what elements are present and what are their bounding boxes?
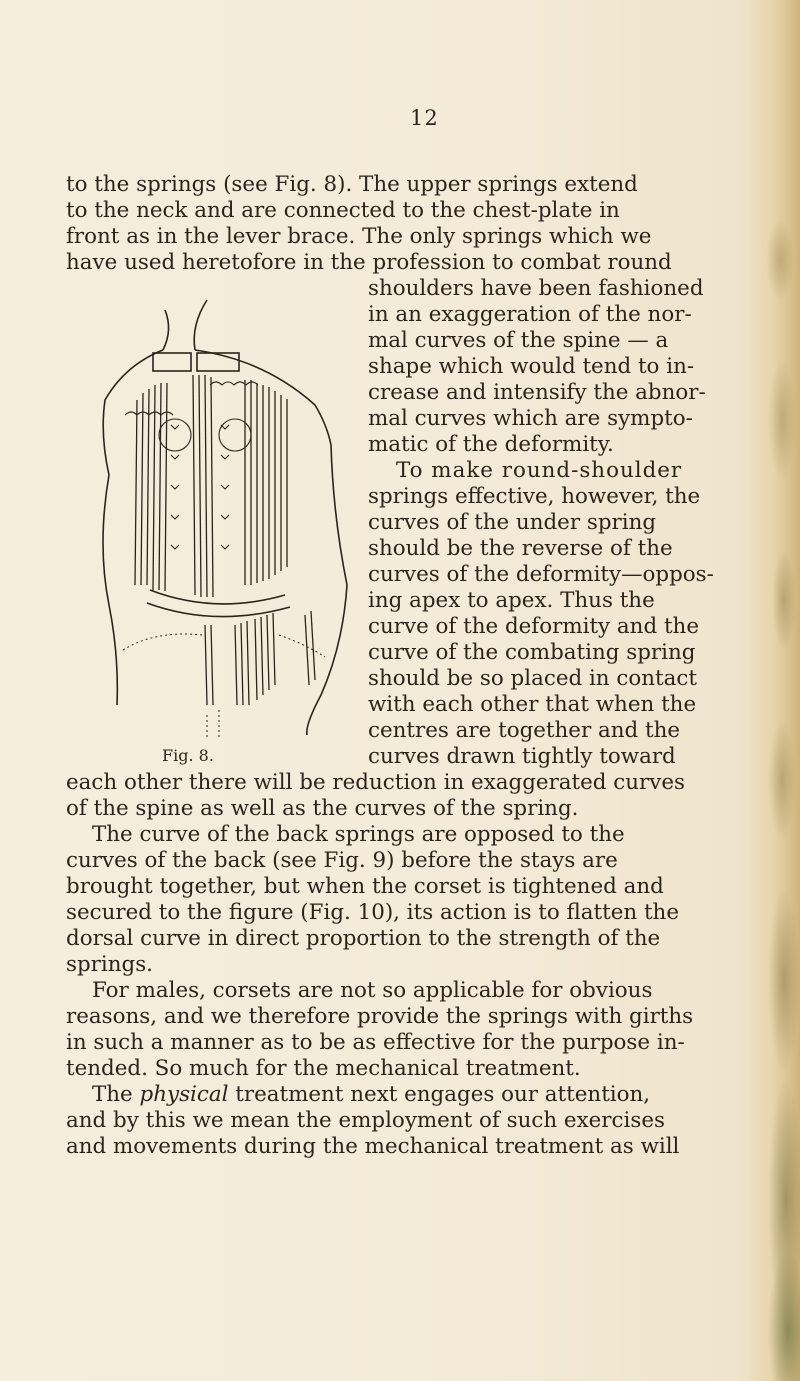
text-line: in such a manner as to be as effective for the purpose in- bbox=[66, 1030, 685, 1055]
text-line-italic-start bbox=[92, 1082, 650, 1108]
italic-prefix: The bbox=[92, 1082, 133, 1107]
text-line: springs effective, however, the bbox=[368, 484, 701, 509]
text-line: To make round-shoulder bbox=[396, 458, 683, 483]
text-line: curves of the back (see Fig. 9) before the stays are bbox=[66, 848, 618, 873]
page-edge-stains bbox=[760, 0, 800, 1381]
text-line: front as in the lever brace. The only springs which we bbox=[66, 224, 652, 249]
text-line: should be so placed in contact bbox=[368, 666, 697, 691]
text-line: each other there will be reduction in exaggerated curves bbox=[66, 770, 685, 795]
text-line: have used heretofore in the profession to combat round bbox=[66, 250, 672, 275]
italic-rest: treatment next engages our attention, bbox=[235, 1082, 651, 1107]
text-line: curve of the combating spring bbox=[368, 640, 696, 665]
text-line: curves drawn tightly toward bbox=[368, 744, 676, 769]
text-line: brought together, but when the corset is tightened and bbox=[66, 874, 664, 899]
text-line: dorsal curve in direct proportion to the strength of the bbox=[66, 926, 661, 951]
text-line: crease and intensify the abnor- bbox=[368, 380, 706, 405]
text-line: curves of the under spring bbox=[368, 510, 657, 535]
text-line: to the springs (see Fig. 8). The upper springs extend bbox=[66, 172, 638, 197]
page-number: 12 bbox=[410, 106, 439, 130]
text-line: in an exaggeration of the nor- bbox=[368, 302, 692, 327]
text-line: The curve of the back springs are opposed to the bbox=[92, 822, 625, 847]
text-line: and by this we mean the employment of such exercises bbox=[66, 1108, 665, 1133]
text-line: curve of the deformity and the bbox=[368, 614, 699, 639]
italic-emphasis: physical bbox=[139, 1082, 229, 1107]
text-line: with each other that when the bbox=[368, 692, 697, 717]
text-line: For males, corsets are not so applicable for obvious bbox=[92, 978, 653, 1003]
text-line: secured to the figure (Fig. 10), its action is to flatten the bbox=[66, 900, 679, 925]
figure-caption: Fig. 8. bbox=[162, 746, 214, 765]
text-line: centres are together and the bbox=[368, 718, 681, 743]
text-line: should be the reverse of the bbox=[368, 536, 673, 561]
text-line: to the neck and are connected to the chest-plate in bbox=[66, 198, 620, 223]
text-line: curves of the deformity—oppos- bbox=[368, 562, 714, 587]
text-line: springs. bbox=[66, 952, 153, 977]
text-line: of the spine as well as the curves of the spring. bbox=[66, 796, 579, 821]
text-line: reasons, and we therefore provide the springs with girths bbox=[66, 1004, 694, 1029]
corset-figure bbox=[95, 285, 350, 750]
text-line: mal curves of the spine — a bbox=[368, 328, 669, 353]
text-line: ing apex to apex. Thus the bbox=[368, 588, 655, 613]
text-line: and movements during the mechanical treatment as will bbox=[66, 1134, 680, 1159]
text-line: shape which would tend to in- bbox=[368, 354, 695, 379]
text-line: mal curves which are sympto- bbox=[368, 406, 693, 431]
text-line: tended. So much for the mechanical treatment. bbox=[66, 1056, 581, 1081]
text-line: shoulders have been fashioned bbox=[368, 276, 704, 301]
text-line: matic of the deformity. bbox=[368, 432, 614, 457]
